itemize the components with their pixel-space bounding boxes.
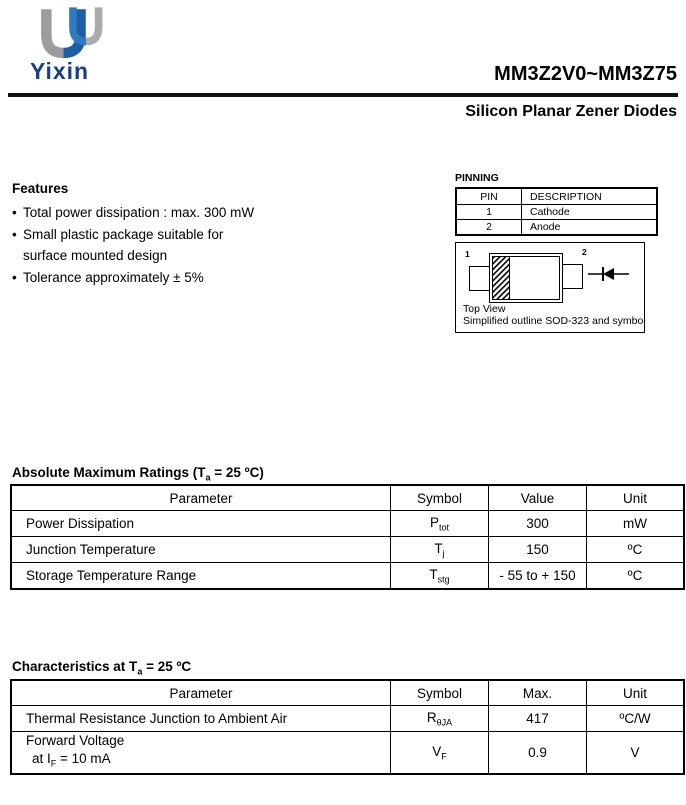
parameter-line2-sub: F (50, 758, 57, 769)
company-logo-icon (34, 6, 110, 60)
features-section (12, 181, 342, 288)
table-row (456, 220, 657, 236)
unit-cell: V (587, 732, 685, 774)
table-row (11, 732, 684, 774)
parameter-cell (11, 732, 391, 774)
abs-max-heading-text: = 25 ºC) (210, 465, 264, 480)
parameter-cell: Power Dissipation (11, 511, 391, 537)
parameter-line2-text: at I (32, 751, 51, 766)
value-cell: 150 (489, 537, 587, 563)
unit-cell: ºC (587, 563, 685, 590)
unit-cell: ºC (587, 537, 685, 563)
symbol-sub: θJA (436, 717, 453, 728)
characteristics-heading-sub: a (137, 666, 143, 677)
symbol-sub: F (441, 751, 447, 762)
table-row (11, 511, 684, 537)
characteristics-table (10, 679, 685, 775)
feature-bullet: • (12, 226, 17, 242)
table-row (11, 563, 684, 590)
characteristics-heading-text: = 25 ºC (142, 659, 192, 674)
pinning-col-description: DESCRIPTION (522, 188, 658, 205)
abs-max-header-row (11, 485, 684, 511)
parameter-line2-text: = 10 mA (56, 751, 111, 766)
feature-text: surface mounted design (23, 248, 168, 263)
unit-cell: mW (587, 511, 685, 537)
table-row (456, 205, 657, 220)
unit-cell: ºC/W (587, 706, 685, 732)
pin1-label: 1 (465, 249, 470, 259)
parameter-cell: Storage Temperature Range (11, 563, 391, 590)
symbol-cell (391, 706, 489, 732)
pinning-heading: PINNING (455, 172, 499, 184)
feature-item (12, 224, 342, 246)
symbol-cell (391, 563, 489, 590)
col-symbol: Symbol (391, 680, 489, 706)
part-number-title: MM3Z2V0~MM3Z75 (494, 63, 677, 85)
abs-max-heading (12, 465, 264, 483)
pin-number-cell: 2 (456, 220, 522, 236)
pin2-label: 2 (582, 247, 587, 257)
col-parameter: Parameter (11, 680, 391, 706)
feature-item (12, 267, 342, 289)
symbol-cell (391, 537, 489, 563)
symbol-base: P (429, 514, 439, 530)
pin-description-cell: Cathode (522, 205, 658, 220)
company-name: Yixin (30, 58, 90, 84)
symbol-base: T (434, 540, 443, 556)
diagram-caption-outline: Simplified outline SOD-323 and symbol (463, 315, 646, 327)
parameter-cell: Thermal Resistance Junction to Ambient Air (11, 706, 391, 732)
feature-text: Small plastic package suitable for (23, 226, 224, 242)
pin-description-cell: Anode (522, 220, 658, 236)
table-row (11, 706, 684, 732)
diagram-caption-top-view: Top View (463, 303, 506, 315)
abs-max-heading-text: Absolute Maximum Ratings (T (12, 465, 206, 480)
features-heading: Features (12, 181, 69, 196)
company-logo (30, 6, 140, 85)
col-parameter: Parameter (11, 485, 391, 511)
pinning-col-pin: PIN (456, 188, 522, 205)
document-subtitle: Silicon Planar Zener Diodes (465, 103, 677, 120)
characteristics-header-row (11, 680, 684, 706)
abs-max-table (10, 484, 685, 590)
parameter-line2 (26, 750, 390, 773)
feature-bullet: • (12, 269, 17, 285)
parameter-line1: Forward Voltage (26, 733, 125, 748)
symbol-cell (391, 732, 489, 774)
col-unit: Unit (587, 485, 685, 511)
parameter-cell: Junction Temperature (11, 537, 391, 563)
header-divider (8, 93, 678, 97)
feature-item (12, 202, 342, 224)
value-cell: 417 (489, 706, 587, 732)
feature-text: Tolerance approximately ± 5% (23, 269, 204, 285)
feature-text: Total power dissipation : max. 300 mW (23, 205, 255, 220)
value-cell: 0.9 (489, 732, 587, 774)
table-row (11, 537, 684, 563)
col-value: Value (489, 485, 587, 511)
value-cell: 300 (489, 511, 587, 537)
pin-number-cell: 1 (456, 205, 522, 220)
symbol-base: V (432, 743, 442, 759)
feature-bullet: • (12, 205, 17, 220)
symbol-base: R (426, 709, 437, 725)
symbol-base: T (429, 566, 438, 582)
pinning-table (455, 187, 658, 236)
col-max: Max. (489, 680, 587, 706)
symbol-sub: j (442, 548, 445, 559)
col-symbol: Symbol (391, 485, 489, 511)
value-cell: - 55 to + 150 (489, 563, 587, 590)
abs-max-heading-sub: a (205, 472, 211, 483)
package-diagram (455, 242, 645, 333)
symbol-sub: stg (437, 574, 450, 585)
pinning-header-row (456, 188, 657, 205)
symbol-sub: tot (439, 522, 450, 533)
symbol-cell (391, 511, 489, 537)
characteristics-heading (12, 659, 191, 677)
feature-item-continuation (12, 245, 342, 267)
col-unit: Unit (587, 680, 685, 706)
characteristics-heading-text: Characteristics at T (12, 659, 138, 674)
